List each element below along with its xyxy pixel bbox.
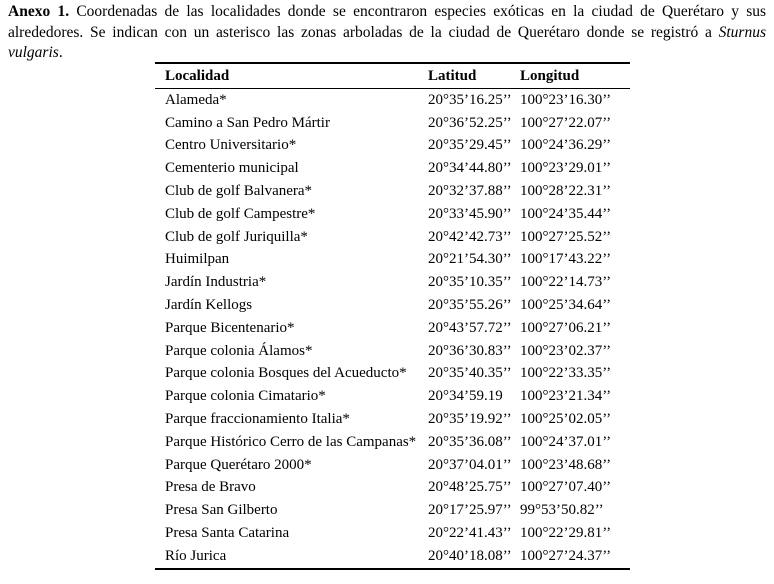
- locality-cell: Parque colonia Álamos*: [165, 342, 313, 359]
- table-row: [155, 317, 630, 340]
- locality-cell: Jardín Kellogs: [165, 297, 253, 314]
- latitude-cell: 20°34’59.19: [428, 388, 503, 405]
- table-row: [155, 294, 630, 317]
- longitude-cell: 100°24’35.44’’: [520, 205, 612, 222]
- locality-cell: Camino a San Pedro Mártir: [165, 114, 330, 131]
- locality-cell: Alameda*: [165, 91, 227, 108]
- table-row: [155, 499, 630, 522]
- latitude-cell: 20°40’18.08’’: [428, 547, 512, 564]
- header-row: [155, 63, 630, 89]
- locality-cell: Río Jurica: [165, 547, 227, 564]
- longitude-cell: 100°17’43.22’’: [520, 251, 612, 268]
- latitude-cell: 20°34’44.80’’: [428, 160, 512, 177]
- longitude-cell: 100°25’34.64’’: [520, 297, 612, 314]
- table-row: [155, 226, 630, 249]
- longitude-cell: 100°24’36.29’’: [520, 137, 612, 154]
- longitude-cell: 100°28’22.31’’: [520, 183, 612, 200]
- longitude-cell: 100°23’29.01’’: [520, 160, 612, 177]
- header-localidad: Localidad: [155, 63, 428, 89]
- latitude-cell: 20°35’19.92’’: [428, 411, 512, 428]
- latitude-cell: 20°35’36.08’’: [428, 433, 512, 450]
- table-row: [155, 431, 630, 454]
- locality-cell: Presa San Gilberto: [165, 502, 278, 519]
- locality-cell: Club de golf Juriquilla*: [165, 228, 308, 245]
- latitude-cell: 20°33’45.90’’: [428, 205, 512, 222]
- table-row: [155, 477, 630, 500]
- latitude-cell: 20°36’30.83’’: [428, 342, 512, 359]
- longitude-cell: 100°22’14.73’’: [520, 274, 612, 291]
- locality-cell: Jardín Industria*: [165, 274, 267, 291]
- longitude-cell: 100°23’48.68’’: [520, 456, 612, 473]
- locality-cell: Parque Bicentenario*: [165, 319, 295, 336]
- latitude-cell: 20°36’52.25’’: [428, 114, 512, 131]
- locality-cell: Club de golf Campestre*: [165, 205, 316, 222]
- latitude-cell: 20°21’54.30’’: [428, 251, 512, 268]
- locality-cell: Centro Universitario*: [165, 137, 297, 154]
- header-latitud: Latitud: [428, 63, 520, 89]
- table-row: [155, 89, 630, 112]
- table-row: [155, 180, 630, 203]
- latitude-cell: 20°35’29.45’’: [428, 137, 512, 154]
- header-longitud: Longitud: [520, 63, 630, 89]
- table-row: [155, 340, 630, 363]
- latitude-cell: 20°32’37.88’’: [428, 183, 512, 200]
- table-row: [155, 454, 630, 477]
- longitude-cell: 100°27’24.37’’: [520, 547, 612, 564]
- locality-cell: Huimilpan: [165, 251, 230, 268]
- locality-cell: Cementerio municipal: [165, 160, 299, 177]
- longitude-cell: 100°22’33.35’’: [520, 365, 612, 382]
- latitude-cell: 20°42’42.73’’: [428, 228, 512, 245]
- caption-species: Sturnus vulgaris: [8, 23, 766, 61]
- longitude-cell: 100°27’06.21’’: [520, 319, 612, 336]
- table-row: [155, 545, 630, 569]
- locality-cell: Parque Querétaro 2000*: [165, 456, 312, 473]
- longitude-cell: 100°22’29.81’’: [520, 525, 612, 542]
- locality-cell: Parque colonia Cimatario*: [165, 388, 326, 405]
- latitude-cell: 20°35’40.35’’: [428, 365, 512, 382]
- table-row: [155, 157, 630, 180]
- coordinates-table: [155, 62, 630, 570]
- locality-cell: Parque Histórico Cerro de las Campanas*: [165, 433, 417, 450]
- table-row: [155, 271, 630, 294]
- caption-text: Coordenadas de las localidades donde se encontraron especies exóticas en la ciudad de Querétaro y sus alrededores. Se indican con un asterisco las zonas arboladas de la ciudad de Querétaro donde se registró a: [8, 3, 767, 41]
- table-row: [155, 363, 630, 386]
- latitude-cell: 20°17’25.97’’: [428, 502, 512, 519]
- table-body: [155, 89, 630, 569]
- longitude-cell: 99°53’50.82’’: [520, 502, 604, 519]
- table-row: [155, 522, 630, 545]
- table-row: [155, 249, 630, 272]
- latitude-cell: 20°48’25.75’’: [428, 479, 512, 496]
- table-row: [155, 385, 630, 408]
- longitude-cell: 100°27’25.52’’: [520, 228, 612, 245]
- latitude-cell: 20°35’10.35’’: [428, 274, 512, 291]
- longitude-cell: 100°24’37.01’’: [520, 433, 612, 450]
- table-row: [155, 135, 630, 158]
- longitude-cell: 100°23’02.37’’: [520, 342, 612, 359]
- latitude-cell: 20°43’57.72’’: [428, 319, 512, 336]
- table-row: [155, 203, 630, 226]
- latitude-cell: 20°35’55.26’’: [428, 297, 512, 314]
- longitude-cell: 100°27’07.40’’: [520, 479, 612, 496]
- table-caption: [8, 2, 766, 64]
- caption-period: .: [58, 44, 63, 61]
- latitude-cell: 20°22’41.43’’: [428, 525, 512, 542]
- locality-cell: Parque colonia Bosques del Acueducto*: [165, 365, 407, 382]
- table-row: [155, 112, 630, 135]
- latitude-cell: 20°35’16.25’’: [428, 91, 512, 108]
- table-row: [155, 408, 630, 431]
- locality-cell: Presa Santa Catarina: [165, 525, 290, 542]
- locality-cell: Presa de Bravo: [165, 479, 256, 496]
- longitude-cell: 100°25’02.05’’: [520, 411, 612, 428]
- locality-cell: Parque fraccionamiento Italia*: [165, 411, 350, 428]
- longitude-cell: 100°27’22.07’’: [520, 114, 612, 131]
- latitude-cell: 20°37’04.01’’: [428, 456, 512, 473]
- locality-cell: Club de golf Balvanera*: [165, 183, 313, 200]
- longitude-cell: 100°23’21.34’’: [520, 388, 612, 405]
- caption-label: Anexo 1.: [8, 3, 70, 20]
- longitude-cell: 100°23’16.30’’: [520, 91, 612, 108]
